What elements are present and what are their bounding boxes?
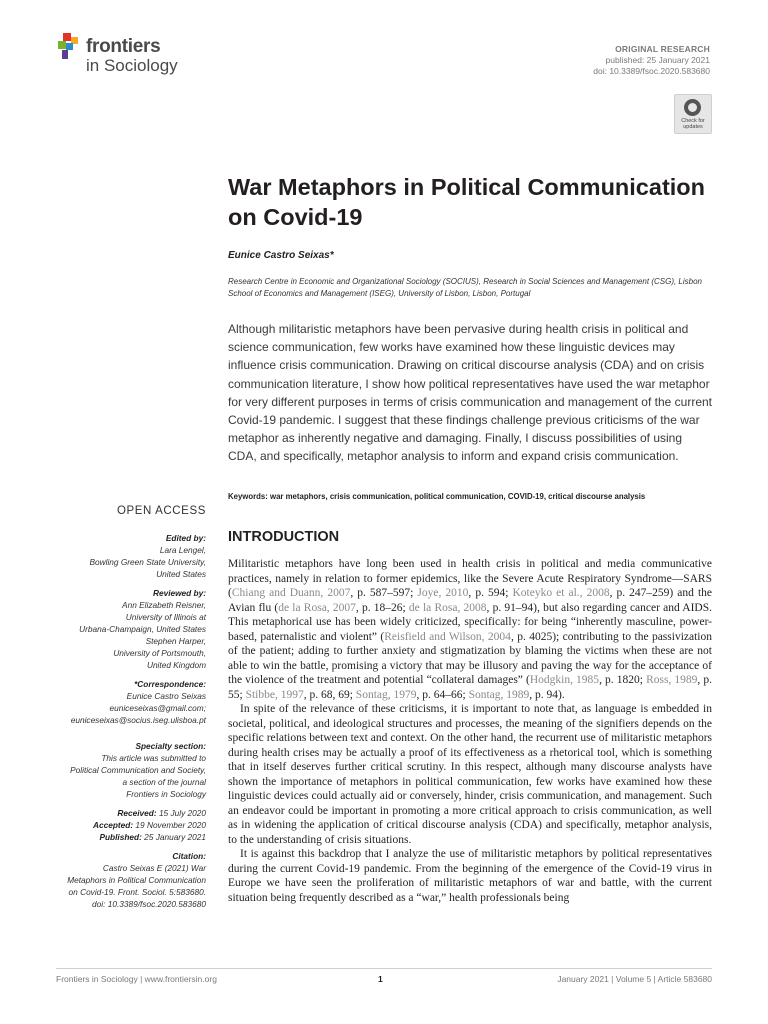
specialty-line: Political Communication and Society, [70,765,206,775]
check-for-updates-badge[interactable] [674,94,712,134]
text-run: , p. 91–94), but also regarding cancer and AIDS. This metaphorical use has been widely criticized, specifically: for being “inherently masculine, power-based, paternalistic and violent” ( [228,601,713,643]
published-date: published: 25 January 2021 [605,55,710,65]
reviewer-line: Stephen Harper, [145,636,206,646]
correspondence-block [67,678,206,726]
page-number: 1 [378,974,383,984]
paragraph-1 [228,557,712,702]
open-access-label: OPEN ACCESS [116,505,206,517]
citation-label: Citation: [172,851,206,861]
reviewer-line: University of Portsmouth, [113,648,206,658]
text-run: , p. 68, 69; [303,688,356,701]
citation-link[interactable]: Joye, 2010 [417,587,469,599]
specialty-block [67,740,206,800]
text-run: , p. 247–259) and the Avian flu ( [228,587,712,614]
footer-issue: January 2021 | Volume 5 | Article 583680 [557,974,712,984]
correspondence-name: Eunice Castro Seixas [126,691,206,701]
reviewer-line: University of Illinois at [125,612,206,622]
citation-link[interactable]: Sontag, 1989 [468,688,530,701]
article-type: ORIGINAL RESEARCH [615,44,710,54]
citation-link[interactable]: Sontag, 1979 [355,688,417,701]
abstract: Although militaristic metaphors have been pervasive during health crisis in political and science communication, few works have examined how these linguistic devices may influence crisis communication. Drawing on critical discourse analysis (CDA) and on crisis communication literature, I show how political representatives have used the war metaphor for very different purposes in terms of crisis communication and management of the current Covid-19 pandemic. I suggest that these findings challenge previous criticisms of the war metaphor as inherently negative and damaging. Finally, I discuss possibilities of using CDA, and specifically, metaphor analysis to inform and expand crisis communication. [228,322,713,464]
article-doi[interactable]: doi: 10.3389/fsoc.2020.583680 [593,66,710,76]
text-run: , p. 594; [468,587,513,599]
editor-line: United States [156,569,206,579]
article-title: War Metaphors in Political Communication on Covid-19 [228,174,706,230]
correspondence-email[interactable]: euniceseixas@socius.iseg.ulisboa.pt [70,715,206,725]
published-date-side: Published: 25 January 2021 [99,832,206,842]
citation-link[interactable]: Ross, 1989 [646,674,698,686]
correspondence-label: *Correspondence: [134,679,206,689]
citation-link[interactable]: Chiang and Duann, 2007 [231,587,351,599]
journal-logo [56,33,226,83]
footer-journal[interactable]: Frontiers in Sociology | www.frontiersin.org [56,974,217,984]
citation-link[interactable]: de la Rosa, 2008 [408,601,487,614]
text-run: , p. 587–597; [350,587,418,599]
frontiers-logo-icon [56,33,82,63]
text-run: , p. 1820; [599,674,647,686]
text-run: Militaristic metaphors have long been used in health crisis in political and media communicative practices, namely in relation to former epidemics, like the Severe Acute Respiratory Syndrome—SARS ( [228,558,712,599]
citation-line: Castro Seixas E (2021) War [102,863,206,873]
edited-by-block [67,532,206,580]
article-meta [593,44,710,77]
text-run: , p. 55; [228,674,713,701]
section-heading-introduction: INTRODUCTION [228,529,340,545]
specialty-label: Specialty section: [135,741,206,751]
specialty-line: This article was submitted to [101,753,206,763]
text-run: , p. 94). [529,688,565,701]
introduction-body [228,557,712,905]
citation-line: on Covid-19. Front. Sociol. 5:583680. [68,887,206,897]
sidebar-info [67,532,206,917]
received-date: Received: 15 July 2020 [117,808,206,818]
citation-link[interactable]: Reisfield and Wilson, 2004 [384,630,511,643]
reviewer-line: Urbana-Champaign, United States [79,624,206,634]
citation-link[interactable]: Koteyko et al., 2008 [512,587,610,599]
citation-link[interactable]: Hodgkin, 1985 [529,674,600,686]
citation-line: Metaphors in Political Communication [67,875,206,885]
journal-name-primary: frontiers [86,36,161,57]
citation-line: doi: 10.3389/fsoc.2020.583680 [92,899,206,909]
paragraph-3: It is against this backdrop that I analyze the use of militaristic metaphors by political representatives during the current Covid-19 pandemic. From the beginning of the emergence of the Covid-19 virus in Europe we have seen the proliferation of militaristic metaphors of war and battle, with the current situation being frequently described as a “war,” health professionals being [228,848,712,904]
accepted-date: Accepted: 19 November 2020 [92,820,206,830]
specialty-line: a section of the journal [122,777,206,787]
reviewed-by-label: Reviewed by: [152,588,206,598]
editor-line: Lara Lengel, [159,545,206,555]
dates-block [67,807,206,843]
specialty-line: Frontiers in Sociology [126,789,206,799]
author-name[interactable]: Eunice Castro Seixas* [228,250,334,261]
correspondence-email[interactable]: euniceseixas@gmail.com; [109,703,206,713]
check-updates-label: Check for updates [681,118,705,130]
check-updates-icon [684,99,701,116]
reviewer-line: United Kingdom [146,660,206,670]
edited-by-label: Edited by: [165,533,206,543]
author-affiliation: Research Centre in Economic and Organizational Sociology (SOCIUS), Research in Social Sciences and Management (CSG), Lisbon School of Economics and Management (ISEG), University of Lisbon, Lisbon, Portugal [228,277,703,298]
reviewed-by-block [67,587,206,671]
text-run: , p. 4025); contributing to the passivization of the patient; adding to further anxiety and stigmatization by blaming the victims when these are not able to win the battle, promising a victory that may be illusory and paving the way for the acceptance of the violence of the treatment and potential “collateral damages” ( [228,630,712,686]
citation-link[interactable]: de la Rosa, 2007 [278,601,356,614]
text-run: , p. 64–66; [416,688,469,701]
citation-link[interactable]: Stibbe, 1997 [245,688,304,701]
journal-name-secondary: in Sociology [86,56,178,75]
text-run: , p. 18–26; [355,601,409,614]
citation-block [67,850,206,910]
footer-divider [56,968,712,969]
reviewer-line: Ann Elizabeth Reisner, [122,600,206,610]
paragraph-2: In spite of the relevance of these criticisms, it is important to note that, as language is embedded in societal, political, and ideological structures and processes, the meaning of the signifiers depends on the specific relations between text and context. On the other hand, the recurrent use of militaristic metaphors during health crises may be actually a proof of its effectiveness as a rhetorical tool, which is something that in itself deserves further critical scrutiny. In this respect, although many discourse analysts have shown the importance of metaphors in political communication, few works have examined how these linguistic devices could actually aid or conversely, hinder, crisis communication, and management. Such an endeavor could be important in promoting a more critical approach to crisis communication, as well as in widening the application of critical discourse analysis (CDA) and specifically, metaphor analysis, to the understanding of crisis situations. [228,703,712,846]
keywords: Keywords: war metaphors, crisis communication, political communication, COVID-19, critical discourse analysis [228,492,646,501]
editor-line: Bowling Green State University, [89,557,206,567]
